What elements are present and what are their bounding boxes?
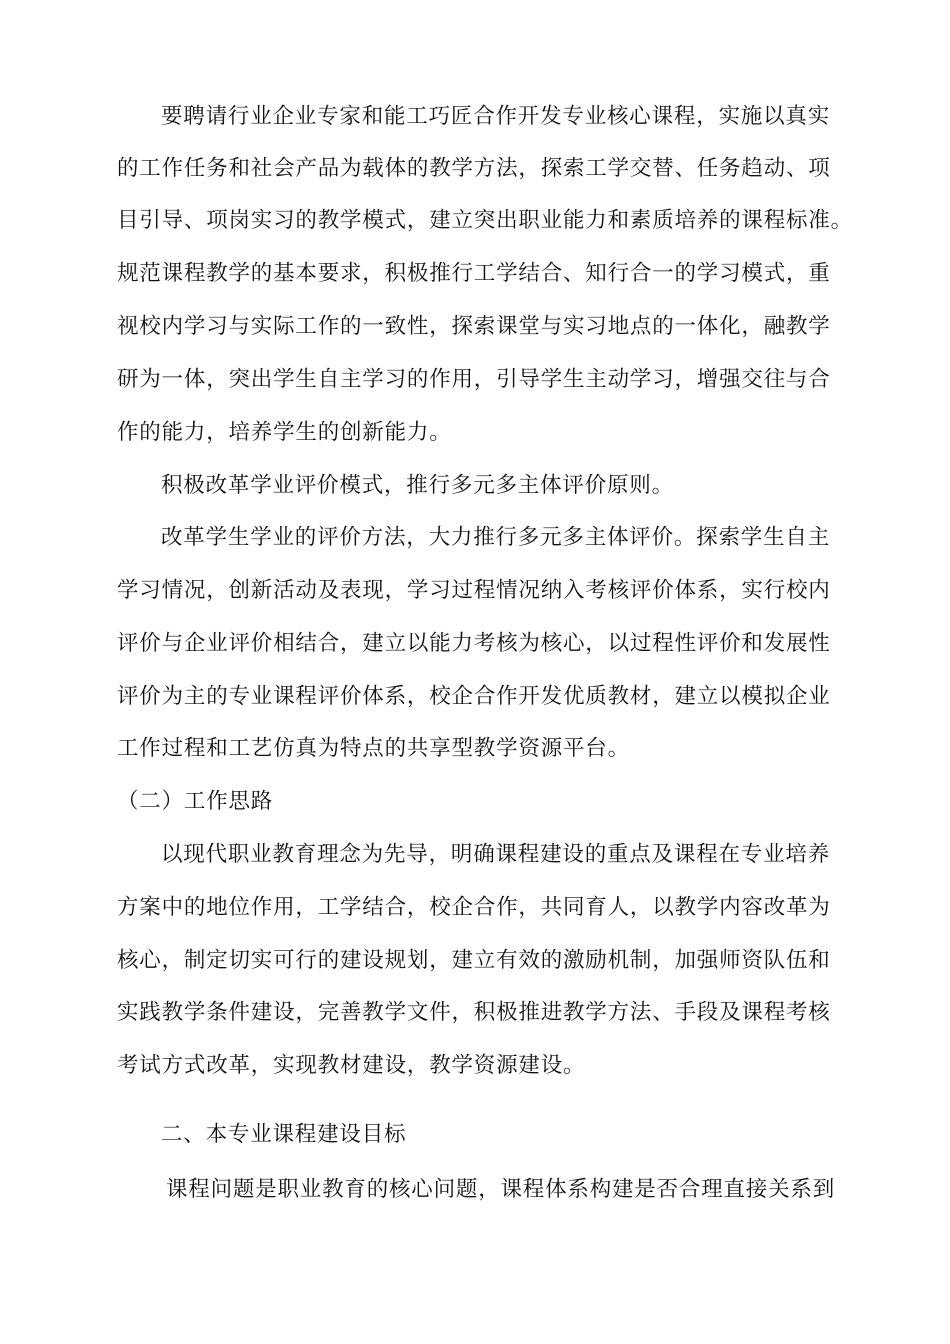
paragraph-line: 以现代职业教育理念为先导，明确课程建设的重点及课程在专业培养 (161, 842, 831, 867)
paragraph-line: 方案中的地位作用，工学结合，校企合作，共同育人，以教学内容改革为 (117, 895, 831, 920)
paragraph-line: 目引导、项岗实习的教学模式，建立突出职业能力和素质培养的课程标准。 (117, 208, 853, 233)
paragraph-line: 的工作任务和社会产品为载体的教学方法，探索工学交替、任务趋动、项 (117, 156, 831, 181)
section-heading: （二）工作思路 (117, 789, 274, 814)
paragraph-line: 作的能力，培养学生的创新能力。 (117, 420, 452, 445)
paragraph-line: 工作过程和工艺仿真为特点的共享型教学资源平台。 (117, 736, 630, 761)
paragraph-line: 评价为主的专业课程评价体系，校企合作开发优质教材，建立以模拟企业 (117, 684, 831, 709)
paragraph-line: 规范课程教学的基本要求，积极推行工学结合、知行合一的学习模式，重 (117, 261, 831, 286)
paragraph-line: 学习情况，创新活动及表现，学习过程情况纳入考核评价体系，实行校内 (117, 578, 831, 603)
paragraph-line: 视校内学习与实际工作的一致性，探索课堂与实习地点的一体化，融教学 (117, 314, 831, 339)
chapter-heading: 二、本专业课程建设目标 (161, 1122, 407, 1147)
paragraph-line: 积极改革学业评价模式，推行多元多主体评价原则。 (161, 473, 674, 498)
paragraph-line: 课程问题是职业教育的核心问题，课程体系构建是否合理直接关系到 (166, 1177, 836, 1202)
paragraph-line: 要聘请行业企业专家和能工巧匠合作开发专业核心课程，实施以真实 (161, 104, 831, 129)
paragraph-line: 改革学生学业的评价方法，大力推行多元多主体评价。探索学生自主 (161, 525, 831, 550)
paragraph-line: 研为一体，突出学生自主学习的作用，引导学生主动学习，增强交往与合 (117, 367, 831, 392)
paragraph-line: 考试方式改革，实现教材建设，教学资源建设。 (117, 1053, 586, 1078)
paragraph-line: 核心，制定切实可行的建设规划，建立有效的激励机制，加强师资队伍和 (117, 948, 831, 973)
paragraph-line: 实践教学条件建设，完善教学文件，积极推进教学方法、手段及课程考核 (117, 1000, 831, 1025)
paragraph-line: 评价与企业评价相结合，建立以能力考核为核心，以过程性评价和发展性 (117, 631, 831, 656)
